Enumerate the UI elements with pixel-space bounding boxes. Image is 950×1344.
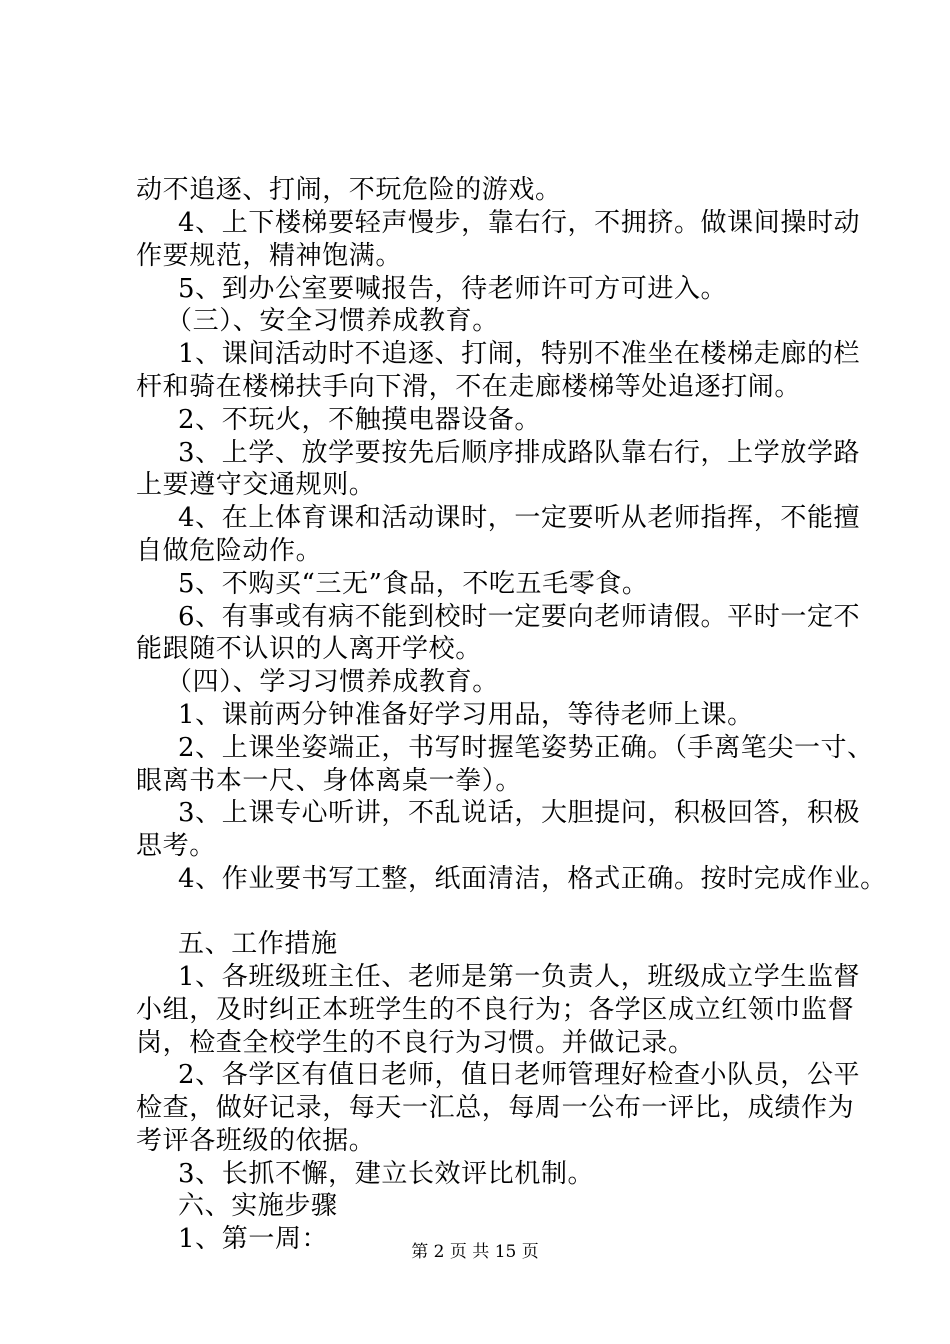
text-line: 3、上学、放学要按先后顺序排成路队靠右行，上学放学路	[178, 438, 861, 468]
text-line: 1、课前两分钟准备好学习用品，等待老师上课。	[178, 700, 754, 730]
text-line: 小组，及时纠正本班学生的不良行为；各学区成立红领巾监督	[136, 995, 855, 1025]
text-line: 3、上课专心听讲，不乱说话，大胆提问，积极回答，积极	[178, 798, 861, 828]
text-line: 3、长抓不懈，建立长效评比机制。	[178, 1159, 595, 1189]
text-line: 4、作业要书写工整，纸面清洁，格式正确。按时完成作业。	[178, 864, 887, 894]
text-line: 4、在上体育课和活动课时，一定要听从老师指挥，不能擅	[178, 503, 861, 533]
section-heading: （三）、安全习惯养成教育。	[166, 306, 499, 336]
text-line: 检查，做好记录，每天一汇总，每周一公布一评比，成绩作为	[136, 1093, 855, 1123]
section-heading: 六、实施步骤	[178, 1191, 338, 1221]
text-line: 5、到办公室要喊报告，待老师许可方可进入。	[178, 274, 728, 304]
section-heading: （四）、学习习惯养成教育。	[166, 667, 499, 697]
text-line: 动不追逐、打闹，不玩危险的游戏。	[136, 175, 562, 205]
text-line: 1、课间活动时不追逐、打闹，特别不准坐在楼梯走廊的栏	[178, 339, 861, 369]
text-line: 作要规范，精神饱满。	[136, 241, 403, 271]
text-line: 杆和骑在楼梯扶手向下滑，不在走廊楼梯等处追逐打闹。	[136, 372, 802, 402]
text-line: 2、各学区有值日老师，值日老师管理好检查小队员，公平	[178, 1060, 861, 1090]
text-line: 6、有事或有病不能到校时一定要向老师请假。平时一定不	[178, 602, 861, 632]
text-line: 1、第一周：	[178, 1224, 329, 1254]
text-line: 2、不玩火，不触摸电器设备。	[178, 405, 541, 435]
text-line: 上要遵守交通规则。	[136, 470, 376, 500]
text-line: 4、上下楼梯要轻声慢步，靠右行，不拥挤。做课间操时动	[178, 208, 861, 238]
text-line: 能跟随不认识的人离开学校。	[136, 634, 482, 664]
text-line: 2、上课坐姿端正，书写时握笔姿势正确。（手离笔尖一寸、	[178, 733, 874, 763]
section-heading: 五、工作措施	[178, 929, 338, 959]
text-line: 5、不购买“三无”食品，不吃五毛零食。	[178, 569, 649, 599]
text-line: 思考。	[136, 831, 216, 861]
text-line: 自做危险动作。	[136, 536, 323, 566]
text-line: 眼离书本一尺、身体离桌一拳）。	[136, 766, 523, 796]
text-line: 1、各班级班主任、老师是第一负责人，班级成立学生监督	[178, 962, 861, 992]
text-line: 考评各班级的依据。	[136, 1126, 376, 1156]
text-line: 岗，检查全校学生的不良行为习惯。并做记录。	[136, 1028, 695, 1058]
page-number: 第 2 页 共 15 页	[411, 1242, 539, 1262]
